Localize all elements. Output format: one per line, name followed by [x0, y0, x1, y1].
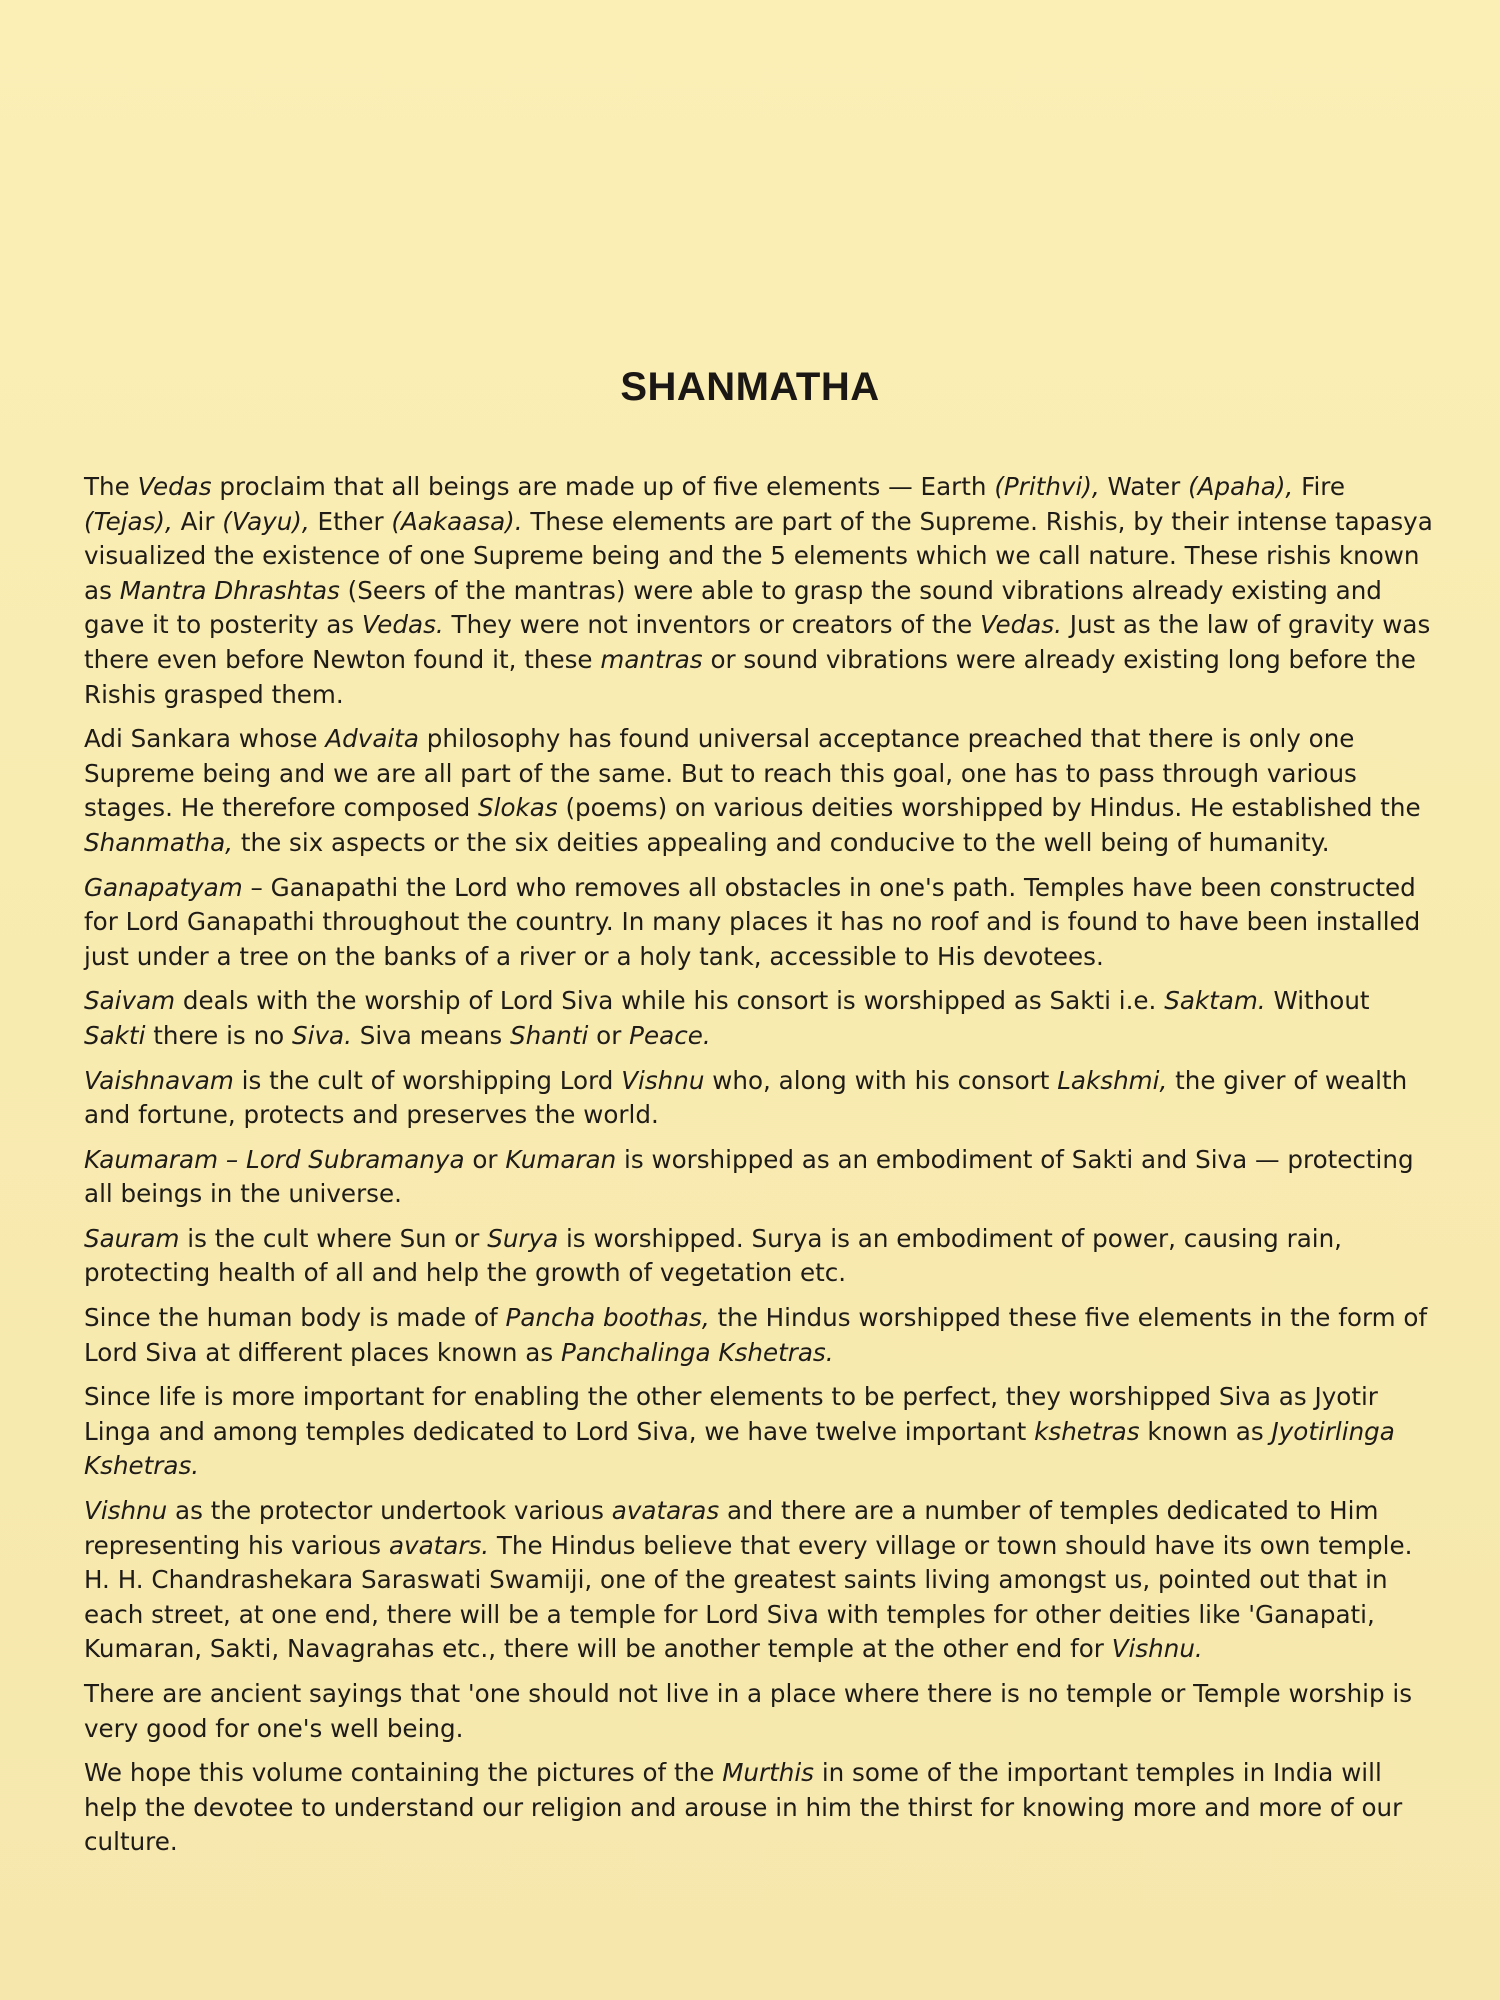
text-run: in some of the important temples in India will help the devotee to understand our religion and arouse in him the thirst for knowing more and more of our culture.: [84, 1758, 1403, 1857]
paragraph: [84, 1301, 1434, 1370]
text-run: or sound vibrations were already existing long before the Rishis grasped them.: [84, 644, 1416, 709]
italic-term: Shanti: [510, 1020, 589, 1050]
text-run: there is no: [145, 1020, 293, 1050]
italic-term: Saktam.: [1164, 986, 1266, 1016]
italic-term: (Vayu),: [222, 506, 310, 536]
text-run: and there are a number of temples dedicated to Him representing his various: [84, 1496, 1379, 1560]
text-run: the six aspects or the six deities appealing and conducive to the well being of humanity.: [233, 827, 1330, 857]
italic-term: Sauram: [84, 1223, 180, 1253]
italic-term: Panchalinga Kshetras.: [561, 1337, 834, 1367]
text-run: (poems) on various deities worshipped by Hindus. He established the: [557, 793, 1421, 823]
italic-term: Advaita: [325, 724, 419, 754]
body-text: [84, 470, 1434, 1870]
text-run: Air: [172, 506, 223, 536]
italic-term: Vedas: [137, 472, 212, 501]
italic-term: Vishnu.: [1111, 1634, 1203, 1664]
paragraph: [84, 1380, 1434, 1484]
text-run: Water: [1099, 472, 1189, 501]
italic-term: Slokas: [478, 793, 558, 823]
text-run: is worshipped. Surya is an embodiment of power, causing rain, protecting health of all and help the growth of vegetation etc.: [84, 1223, 1342, 1288]
text-run: – Ganapathi the Lord who removes all obstacles in one's path. Temples have been constructed for Lord Ganapathi throughout the country. In many places it has no roof and is found to have been installed just under a tree on the banks of a river or a holy tank, accessible to His devotees.: [84, 872, 1421, 971]
italic-term: avatars.: [388, 1530, 490, 1560]
italic-term: Ganapatyam: [84, 872, 243, 902]
text-run: Fire: [1293, 472, 1345, 501]
italic-term: Pancha boothas,: [505, 1303, 710, 1333]
italic-term: Vedas.: [361, 610, 444, 640]
text-run: (Seers of the mantras) were able to grasp the sound vibrations already existing and gave it to posterity as: [84, 575, 1382, 640]
paragraph: [84, 1064, 1434, 1133]
text-run: as the protector undertook various: [167, 1496, 612, 1526]
text-run: Since life is more important for enabling the other elements to be perfect, they worshipped Siva as Jyotir Linga and among temples dedicated to Lord Siva, we have twelve important: [84, 1382, 1378, 1446]
text-run: deals with the worship of Lord Siva while his consort is worshipped as Sakti i.e.: [175, 986, 1165, 1016]
paragraph: [84, 1494, 1434, 1667]
italic-term: avataras: [611, 1496, 720, 1526]
paragraph: [84, 871, 1434, 975]
text-run: The: [84, 472, 138, 501]
italic-term: mantras: [600, 644, 703, 674]
italic-term: Mantra Dhrashtas: [119, 575, 340, 605]
italic-term: Vishnu: [621, 1065, 705, 1095]
italic-term: kshetras: [1034, 1416, 1140, 1446]
text-run: Without: [1265, 986, 1370, 1016]
text-run: The Hindus believe that every village or town should have its own temple. H. H. Chandrashekara Saraswati Swamiji, one of the greatest saints living amongst us, pointed out that in each street, at one end, there will be a temple for Lord Siva with temples for other deities like 'Ganapati, Kumaran, Sakti, Navagrahas etc., there will be another temple at the other end for: [84, 1530, 1413, 1664]
text-run: We hope this volume containing the pictures of the: [84, 1758, 723, 1788]
italic-term: Kaumaram – Lord Subramanya: [84, 1144, 465, 1174]
text-run: Since the human body is made of: [84, 1303, 506, 1333]
text-run: or: [464, 1144, 506, 1174]
italic-term: (Prithvi),: [994, 472, 1100, 501]
paragraph: [84, 1222, 1434, 1291]
text-run: the Hindus worshipped these five elements in the form of Lord Siva at different places known as: [84, 1303, 1428, 1367]
italic-term: Sakti: [84, 1020, 146, 1050]
italic-term: Peace.: [629, 1020, 711, 1050]
text-run: Just as the law of gravity was there even before Newton found it, these: [84, 610, 1431, 674]
paragraph: [84, 1143, 1434, 1212]
italic-term: Lakshmi,: [1057, 1065, 1168, 1095]
text-run: is worshipped as an embodiment of Sakti and Siva — protecting all beings in the universe.: [84, 1144, 1414, 1209]
text-run: They were not inventors or creators of the: [443, 610, 981, 640]
text-run: who, along with his consort: [704, 1065, 1058, 1095]
paragraph: [84, 722, 1434, 860]
text-run: the giver of wealth and fortune, protects and preserves the world.: [84, 1065, 1408, 1130]
italic-term: Vedas.: [980, 610, 1062, 640]
paragraph: [84, 470, 1434, 712]
text-run: Ether: [309, 506, 392, 536]
text-run: Siva means: [351, 1020, 511, 1050]
italic-term: Vishnu: [84, 1496, 168, 1526]
text-run: These elements are part of the Supreme. Rishis, by their intense tapasya visualized the existence of one Supreme being and the 5 elements which we call nature. These rishis known as: [84, 506, 1433, 605]
text-run: philosophy has found universal acceptance preached that there is only one Supreme being and we are all part of the same. But to reach this goal, one has to pass through various stages. He therefore composed: [84, 724, 1357, 823]
text-run: or: [588, 1020, 630, 1050]
text-run: known as: [1139, 1416, 1272, 1446]
text-run: Adi Sankara whose: [84, 724, 326, 754]
italic-term: Jyotirlinga Kshetras.: [84, 1416, 1395, 1481]
italic-term: (Tejas),: [84, 506, 173, 536]
paragraph: [84, 1756, 1434, 1860]
italic-term: Surya: [487, 1223, 559, 1253]
italic-term: Saivam: [84, 986, 176, 1016]
italic-term: Vaishnavam: [84, 1065, 234, 1095]
page-title: SHANMATHA: [620, 365, 880, 409]
italic-term: Kumaran: [505, 1144, 617, 1174]
text-run: is the cult where Sun or: [179, 1223, 488, 1253]
italic-term: Shanmatha,: [84, 827, 234, 857]
text-run: is the cult of worshipping Lord: [233, 1065, 622, 1095]
paragraph: [84, 1677, 1434, 1746]
italic-term: (Aakaasa).: [391, 506, 523, 536]
italic-term: (Apaha),: [1188, 472, 1294, 501]
italic-term: Murthis: [722, 1758, 814, 1788]
text-run: proclaim that all beings are made up of five elements — Earth: [211, 472, 995, 501]
text-run: There are ancient sayings that 'one should not live in a place where there is no temple or Temple worship is very good for one's well being.: [84, 1679, 1413, 1743]
paragraph: [84, 984, 1434, 1053]
italic-term: Siva.: [292, 1020, 352, 1050]
